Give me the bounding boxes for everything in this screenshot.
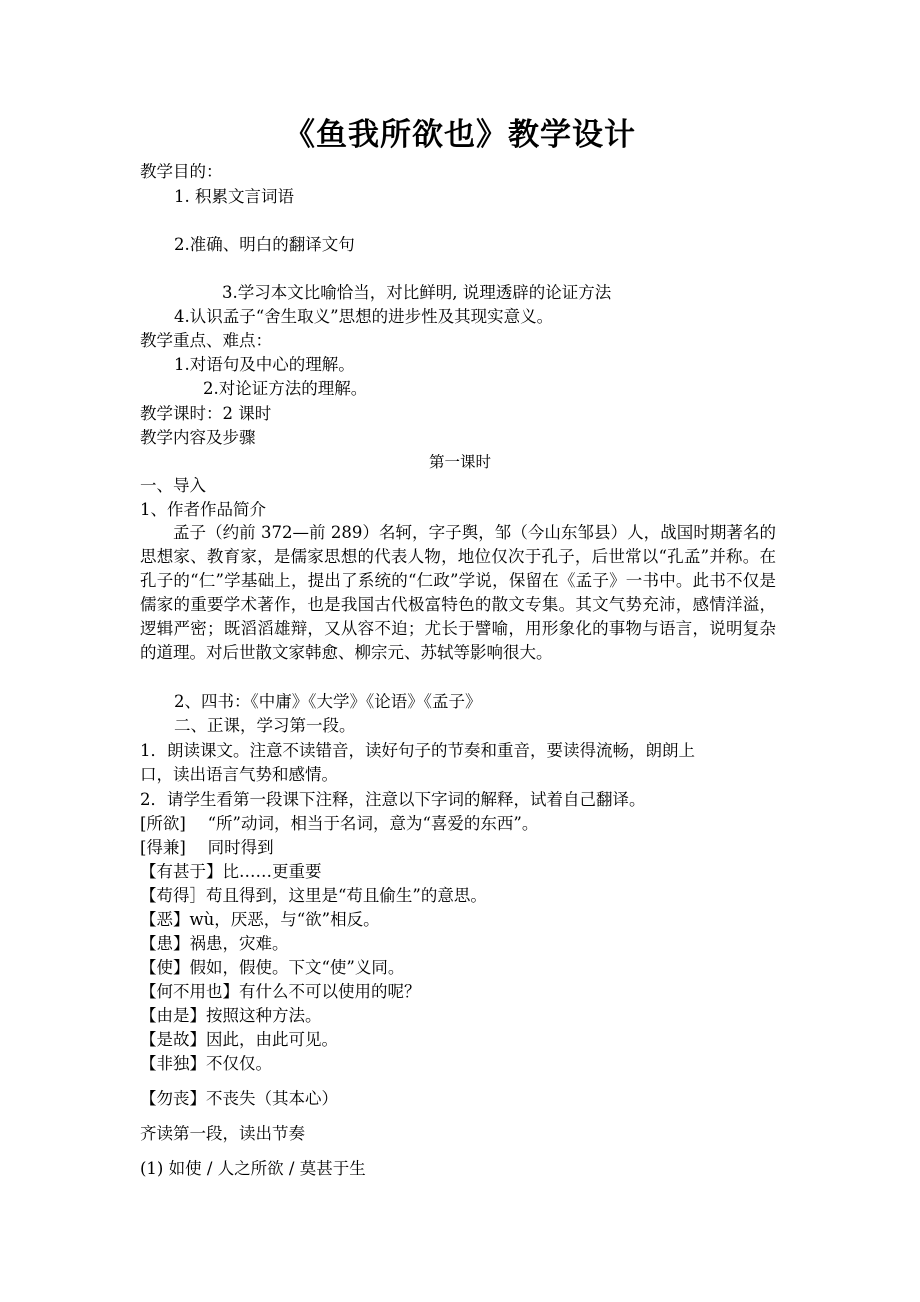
note-youshenyu: 【有甚于】比……更重要 — [140, 862, 322, 881]
keypoint-item-2: 2.对论证方法的理解。 — [203, 379, 368, 398]
lesson-title: 第一课时 — [428, 453, 491, 471]
keypoints-heading: 教学重点、难点： — [140, 331, 272, 350]
objective-item-4: 4.认识孟子“舍生取义”思想的进步性及其现实意义。 — [174, 307, 554, 326]
step-2: 2．请学生看第一段课下注释，注意以下字词的解释，试着自己翻译。 — [140, 790, 646, 809]
objective-item-3: 3.学习本文比喻恰当，对比鲜明, 说理透辟的论证方法 — [222, 283, 612, 302]
author-paragraph: 孟子（约前 372—前 289）名轲，字子舆，邹（今山东邹县）人，战国时期著名的思想家、教育家，是儒家思想的代表人物，地位仅次于孔子，后世常以“孔孟”并称。在孔子的“仁”学基础上，提出了系统的“仁政”学说，保留在《孟子》一书中。此书不仅是儒家的重要学术著作，也是我国古代极富特色的散文专集。其文气势充沛，感情洋溢，逻辑严密；既滔滔雄辩，又从容不迫；尤长于譬喻，用形象化的事物与语言，说明复杂的道理。对后世散文家韩愈、柳宗元、苏轼等影响很大。 — [140, 523, 776, 662]
objective-item-2: 2.准确、明白的翻译文句 — [174, 235, 355, 254]
document-title: 《鱼我所欲也》教学设计 — [284, 117, 636, 153]
note-youshi: 【由是】按照这种方法。 — [140, 1006, 322, 1025]
note-goude: 【苟得］苟且得到，这里是“苟且偷生”的意思。 — [140, 886, 487, 905]
class-hours: 教学课时：2 课时 — [140, 404, 272, 423]
step-1-line-1: 1．朗读课文。注意不读错音，读好句子的节奏和重音，要读得流畅，朗朗上 — [140, 741, 695, 760]
content-heading: 教学内容及步骤 — [140, 428, 256, 447]
note-shigu: 【是故】因此，由此可见。 — [140, 1030, 338, 1049]
read-aloud-instruction: 齐读第一段，读出节奏 — [140, 1124, 305, 1143]
note-wusang: 【勿丧】不丧失（其本心） — [140, 1089, 338, 1108]
keypoint-item-1: 1.对语句及中心的理解。 — [174, 355, 355, 374]
objectives-heading: 教学目的： — [140, 162, 223, 181]
main-lesson-heading: 二、正课，学习第一段。 — [174, 716, 356, 735]
note-hebuyongye: 【何不用也】有什么不可以使用的呢？ — [140, 982, 421, 1001]
objective-item-1: 1. 积累文言词语 — [174, 187, 294, 206]
step-1-line-2: 口，读出语言气势和感情。 — [140, 765, 338, 784]
note-shi: 【使】假如，假使。下文“使”义同。 — [140, 958, 405, 977]
intro-heading: 一、导入 — [140, 476, 206, 495]
author-heading: 1、作者作品简介 — [140, 500, 266, 519]
note-suoyu: [所欲] “所”动词，相当于名词，意为“喜爱的东西”。 — [140, 814, 539, 833]
note-huan: 【患】祸患，灾难。 — [140, 934, 289, 953]
four-books: 2、四书：《中庸》《大学》《论语》《孟子》 — [174, 692, 482, 711]
note-feidu: 【非独】不仅仅。 — [140, 1054, 272, 1073]
note-wu: 【恶】wù，厌恶，与“欲”相反。 — [140, 910, 380, 929]
rhythm-line-1: (1) 如使 / 人之所欲 / 莫甚于生 — [140, 1159, 366, 1178]
note-dejian: [得兼] 同时得到 — [140, 838, 274, 857]
